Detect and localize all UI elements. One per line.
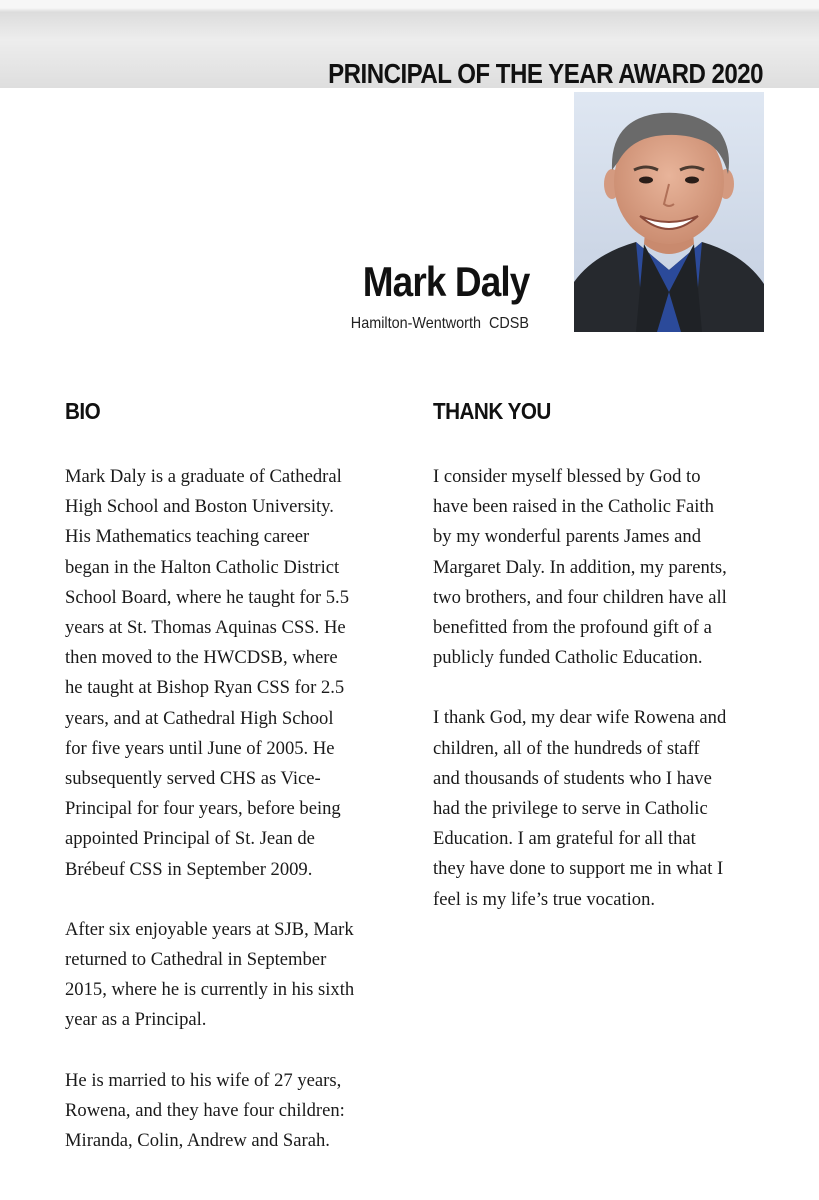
- principal-name: Mark Daly: [362, 258, 529, 305]
- bio-body: [65, 462, 395, 1156]
- bio-heading: BIO: [65, 398, 101, 424]
- bio-section: [65, 398, 395, 1186]
- bio-paragraph: [65, 915, 395, 1036]
- thank-you-line: had the privilege to serve in Catholic: [433, 798, 708, 820]
- school-board: Hamilton-Wentworth CDSB: [350, 315, 529, 332]
- thank-you-heading: THANK YOU: [433, 398, 551, 424]
- bio-line: he taught at Bishop Ryan CSS for 2.5: [65, 677, 345, 699]
- bio-line: years, and at Cathedral High School: [65, 707, 334, 729]
- bio-line: High School and Boston University.: [65, 496, 334, 518]
- thank-you-line: and thousands of students who I have: [433, 767, 712, 789]
- thank-you-line: I consider myself blessed by God to: [433, 466, 701, 487]
- bio-paragraph: [65, 1066, 395, 1157]
- portrait-photo: [574, 92, 764, 332]
- bio-line: year as a Principal.: [65, 1009, 207, 1031]
- thank-you-line: benefitted from the profound gift of a: [433, 617, 712, 639]
- thank-you-line: feel is my life’s true vocation.: [433, 888, 656, 910]
- bio-line: appointed Principal of St. Jean de: [65, 828, 315, 850]
- bio-line: Miranda, Colin, Andrew and Sarah.: [65, 1130, 330, 1152]
- bio-line: Principal for four years, before being: [65, 798, 341, 820]
- bio-line: His Mathematics teaching career: [65, 526, 310, 548]
- thank-you-paragraph: [433, 462, 773, 673]
- thank-you-body: [433, 462, 773, 915]
- thank-you-paragraph: [433, 703, 773, 914]
- thank-you-line: they have done to support me in what I: [433, 858, 724, 880]
- bio-line: years at St. Thomas Aquinas CSS. He: [65, 617, 346, 639]
- bio-line: returned to Cathedral in September: [65, 949, 327, 971]
- bio-line: Rowena, and they have four children:: [65, 1099, 345, 1121]
- bio-line: After six enjoyable years at SJB, Mark: [65, 918, 354, 940]
- bio-line: 2015, where he is currently in his sixth: [65, 979, 355, 1001]
- thank-you-line: I thank God, my dear wife Rowena and: [433, 707, 727, 729]
- thank-you-line: have been raised in the Catholic Faith: [433, 496, 714, 518]
- thank-you-line: two brothers, and four children have all: [433, 586, 727, 608]
- bio-line: School Board, where he taught for 5.5: [65, 586, 349, 608]
- bio-line: Mark Daly is a graduate of Cathedral: [65, 466, 342, 487]
- bio-line: subsequently served CHS as Vice-: [65, 768, 321, 790]
- bio-line: Brébeuf CSS in September 2009.: [65, 858, 313, 880]
- thank-you-line: Margaret Daly. In addition, my parents,: [433, 556, 727, 578]
- thank-you-line: by my wonderful parents James and: [433, 526, 701, 548]
- thank-you-section: [433, 398, 773, 945]
- bio-line: He is married to his wife of 27 years,: [65, 1069, 342, 1091]
- bio-line: began in the Halton Catholic District: [65, 556, 340, 578]
- thank-you-line: children, all of the hundreds of staff: [433, 737, 700, 759]
- thank-you-line: Education. I am grateful for all that: [433, 828, 696, 850]
- bio-line: then moved to the HWCDSB, where: [65, 647, 338, 669]
- portrait-photo-icon: [574, 92, 764, 332]
- bio-line: for five years until June of 2005. He: [65, 737, 335, 759]
- award-title: PRINCIPAL OF THE YEAR AWARD 2020: [328, 58, 763, 89]
- bio-paragraph: [65, 462, 395, 885]
- thank-you-line: publicly funded Catholic Education.: [433, 647, 703, 669]
